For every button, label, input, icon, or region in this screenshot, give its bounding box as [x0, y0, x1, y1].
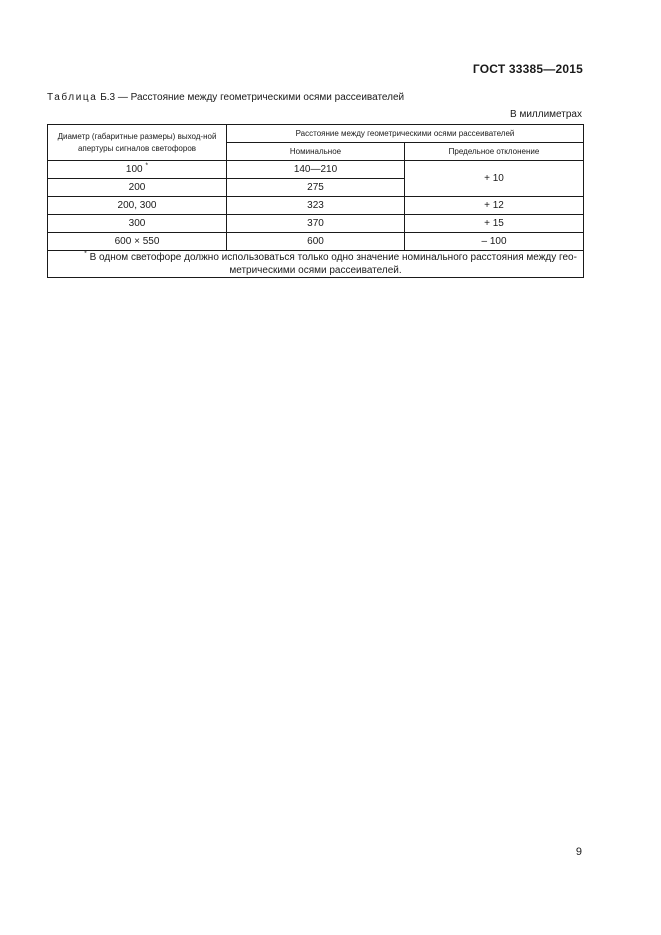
table-row: [48, 197, 584, 215]
cell-deviation: – 100: [405, 233, 584, 251]
cell-diameter: 600 × 550: [48, 233, 227, 251]
table-row: [48, 161, 584, 179]
footnote-text: В одном светофоре должно использоваться только одно значение номинального расстояния между гео-метрическими осями рассеивателей.: [89, 252, 577, 276]
cell-nominal: 323: [227, 197, 405, 215]
cell-diameter: [48, 161, 227, 179]
table-caption-text: Б.3 — Расстояние между геометрическими осями рассеивателей: [100, 92, 405, 103]
cell-deviation: + 12: [405, 197, 584, 215]
document-code: ГОСТ 33385—2015: [472, 62, 583, 76]
units-note: В миллиметрах: [510, 109, 582, 120]
footnote-marker: *: [84, 250, 87, 258]
cell-nominal: 275: [227, 179, 405, 197]
table-caption: [47, 92, 404, 103]
cell-nominal: 600: [227, 233, 405, 251]
cell-nominal: 370: [227, 215, 405, 233]
header-nominal: Номинальное: [227, 143, 405, 161]
cell-deviation: + 15: [405, 215, 584, 233]
cell-diameter-value: 100: [125, 164, 143, 175]
table-footnote-row: [48, 251, 584, 278]
footnote-mark: *: [145, 162, 149, 170]
cell-nominal: 140—210: [227, 161, 405, 179]
cell-diameter: 200, 300: [48, 197, 227, 215]
table-row: [48, 215, 584, 233]
header-distance-group: Расстояние между геометрическими осями рассеивателей: [227, 125, 584, 143]
table-row: [48, 233, 584, 251]
footnote-indent: [54, 252, 84, 263]
header-diameter: Диаметр (габаритные размеры) выход-ной апертуры сигналов светофоров: [48, 125, 227, 161]
table-caption-label: Таблица: [47, 92, 98, 103]
page-number: 9: [575, 846, 582, 858]
header-deviation: Предельное отклонение: [405, 143, 584, 161]
cell-diameter: 300: [48, 215, 227, 233]
table-footnote: [48, 251, 584, 278]
cell-deviation: + 10: [405, 161, 584, 197]
table-header-row-1: [48, 125, 584, 143]
cell-diameter: 200: [48, 179, 227, 197]
distance-table: [47, 124, 584, 278]
